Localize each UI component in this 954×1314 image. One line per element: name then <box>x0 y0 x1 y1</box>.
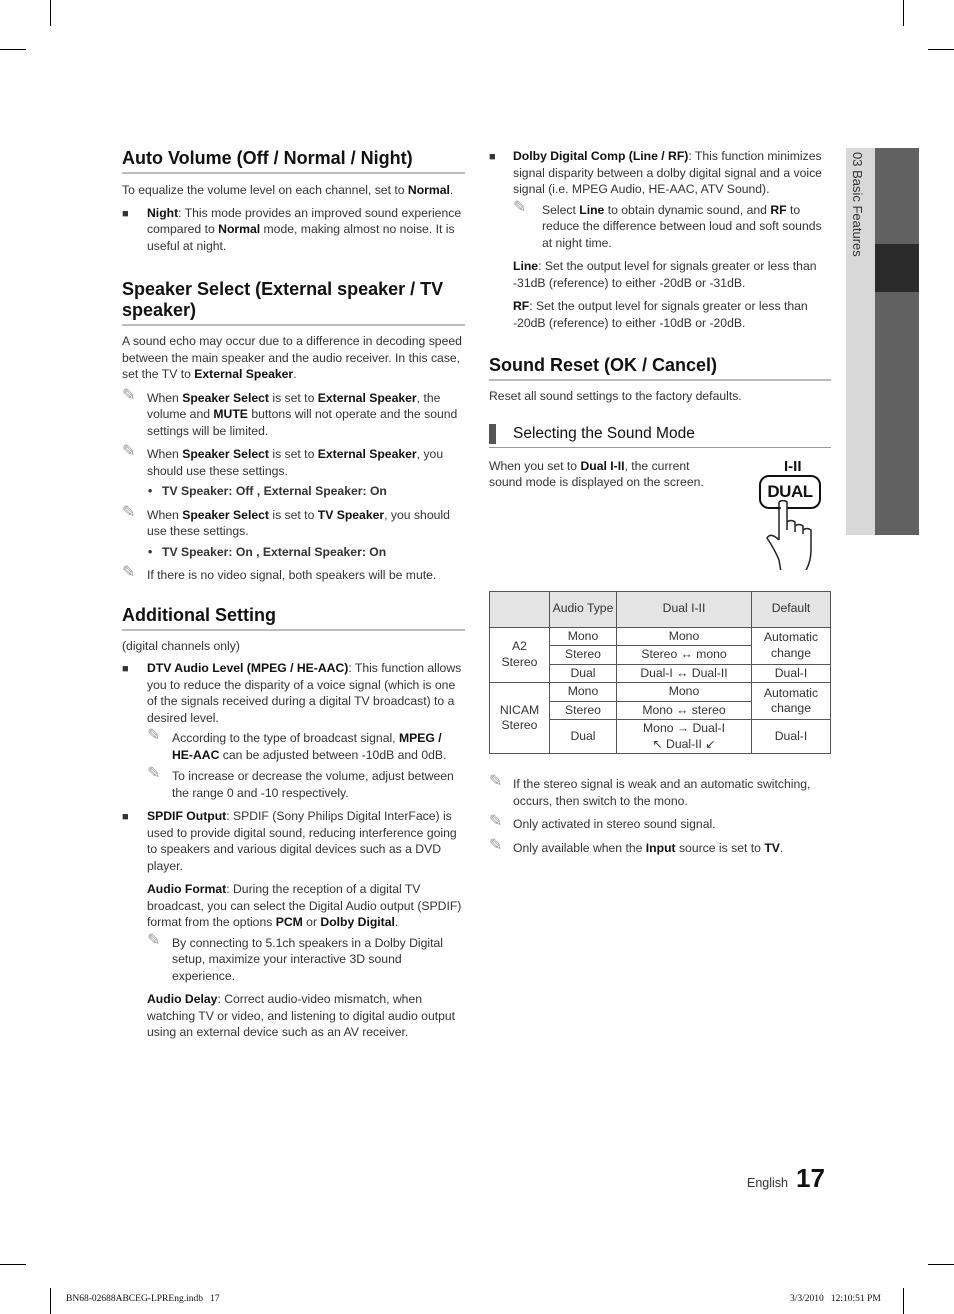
dolby-digital-comp-bullet <box>489 148 831 198</box>
text: to obtain dynamic sound, and <box>604 202 771 217</box>
audio-delay-text <box>147 991 465 1041</box>
table-row <box>490 683 831 702</box>
bold-text: External Speaker <box>317 390 417 405</box>
page-number: 17 <box>796 1163 825 1193</box>
note <box>122 564 465 584</box>
text: : Set the output level for signals greater or less than -20dB (reference) to either -10dB or -20dB. <box>513 299 808 330</box>
line-text <box>513 258 831 291</box>
note-pen-icon: ✎ <box>122 386 136 404</box>
table-cell <box>490 683 550 754</box>
bold-text: TV Speaker <box>317 507 385 522</box>
bold-text: Normal <box>218 222 261 236</box>
bold-text: SPDIF Output <box>147 809 227 823</box>
chapter-label: 03 Basic Features <box>850 152 865 257</box>
crop-mark <box>0 49 26 50</box>
bold-text: Audio Delay <box>147 992 218 1006</box>
text: When <box>147 447 183 461</box>
sound-mode-text <box>489 458 719 491</box>
note <box>122 386 465 440</box>
text: Only available when the <box>513 840 646 855</box>
page-number-area <box>747 1163 825 1194</box>
dual-remote-illustration <box>757 458 827 568</box>
square-bullet-icon: ■ <box>122 663 129 675</box>
table-cell: Dual-I <box>752 664 831 683</box>
sidebar-active-block <box>875 244 919 292</box>
auto-volume-section <box>122 148 465 254</box>
note <box>122 443 465 479</box>
text: To equalize the volume level on each channel, set to <box>122 183 408 197</box>
table-header-row <box>490 591 831 627</box>
sidebar-block <box>875 148 919 244</box>
crop-mark <box>50 1288 51 1314</box>
note <box>147 931 465 985</box>
note-pen-icon: ✎ <box>147 765 161 782</box>
text: : Set the output level for signals greater or less than -31dB (reference) to either -20dB or -31dB. <box>513 259 817 290</box>
table-cell: Stereo <box>550 646 617 665</box>
text: : Correct audio-video mismatch, when watching TV or video, and listening to digital audio output using an external device such as an AV receiver. <box>147 992 456 1039</box>
table-row <box>490 627 831 646</box>
crop-mark <box>903 1288 904 1314</box>
bold-text: Line <box>513 259 539 273</box>
chapter-sidebar <box>846 148 919 535</box>
dolby-details <box>489 198 831 332</box>
note-pen-icon: ✎ <box>147 931 161 949</box>
bold-text: PCM <box>275 915 303 929</box>
pointing-hand-icon <box>757 500 827 570</box>
note-pen-icon: ✎ <box>513 198 527 216</box>
text: . <box>779 840 784 855</box>
text: is set to <box>268 447 318 461</box>
bold-text: MPEG / HE-AAC <box>172 731 442 762</box>
text: . <box>293 367 297 381</box>
text: TV Speaker: Off , External Speaker: On <box>162 484 387 498</box>
dtv-notes <box>122 727 465 801</box>
sound-reset-section <box>489 355 831 405</box>
text: : This mode provides an improved sound experience compared to <box>147 205 462 236</box>
setting-item <box>122 483 465 500</box>
text: can be adjusted between -10dB and 0dB. <box>219 747 447 762</box>
table-cell: Automatic change <box>752 683 831 720</box>
text: TV Speaker: On , External Speaker: On <box>162 544 387 559</box>
additional-setting-section <box>122 605 465 1041</box>
text: , the current sound mode is displayed on the screen. <box>489 458 704 489</box>
dot-icon: • <box>148 484 153 498</box>
note <box>489 836 831 857</box>
table-cell: Mono <box>617 627 752 646</box>
table-cell <box>490 627 550 683</box>
table-cell: Stereo <box>550 701 617 720</box>
cell-line: ↖ Dual-II ↙ <box>652 736 716 751</box>
bold-text: Line <box>579 202 605 217</box>
bold-text: TV <box>764 840 780 855</box>
note-pen-icon: ✎ <box>489 836 503 854</box>
text: is set to <box>268 390 318 405</box>
bold-text: RF <box>513 299 530 313</box>
table-cell: Mono <box>617 683 752 702</box>
table-header-cell: Audio Type <box>550 591 617 627</box>
bold-text: Dolby Digital <box>320 915 395 929</box>
text: : SPDIF (Sony Philips Digital InterFace) is used to provide digital sound, reducing interference going to speakers and various digital devices such as a DVD player. <box>147 809 457 873</box>
text: If the stereo signal is weak and an automatic switching, occurs, then switch to the mono. <box>513 777 811 808</box>
text: buttons will not operate and the sound settings will be limited. <box>147 407 458 438</box>
note-pen-icon: ✎ <box>122 503 136 521</box>
speaker-select-intro <box>122 333 465 383</box>
sidebar-block <box>875 292 919 535</box>
table-cell <box>617 720 752 754</box>
text: : This function allows you to reduce the disparity of a voice signal (which is one of the signals received during a digital TV broadcast) to a desired level. <box>147 661 462 725</box>
additional-intro: (digital channels only) <box>122 638 240 653</box>
crop-mark <box>903 0 904 26</box>
note-pen-icon: ✎ <box>489 773 503 790</box>
table-header-cell: Default <box>752 591 831 627</box>
section-title-additional-setting: Additional Setting <box>122 605 465 631</box>
text: Only activated in stereo sound signal. <box>513 817 716 831</box>
bold-text: RF <box>770 202 787 217</box>
dot-icon: • <box>148 544 153 559</box>
bold-text: External Speaker <box>194 367 294 381</box>
crop-mark <box>928 1264 954 1265</box>
audio-format-text <box>147 881 465 931</box>
table-cell: Stereo ↔ mono <box>617 646 752 665</box>
text: : During the reception of a digital TV broadcast, you can select the Digital Audio output (SPDIF) format from the options <box>147 882 462 929</box>
sound-mode-body <box>489 458 831 588</box>
crop-mark <box>50 0 51 26</box>
bold-text: Dolby Digital Comp (Line / RF) <box>513 149 689 163</box>
table-cell: Dual <box>550 720 617 754</box>
text: or <box>302 915 321 929</box>
text: A sound echo may occur due to a difference in decoding speed between the main speaker and the audio receiver. In this case, set the TV to <box>122 334 462 381</box>
cell-text: A2 Stereo <box>501 639 538 669</box>
note-pen-icon: ✎ <box>489 813 503 830</box>
text: Select <box>542 202 580 217</box>
cell-line: Mono → Dual-I <box>643 721 725 735</box>
footer-timestamp: 3/3/2010 12:10:51 PM <box>790 1294 881 1304</box>
note <box>147 727 465 763</box>
text: source is set to <box>675 840 765 855</box>
bold-text: Normal <box>407 183 450 197</box>
text: According to the type of broadcast signal, <box>172 731 399 745</box>
sound-mode-table <box>489 591 831 755</box>
bold-text: Speaker Select <box>182 447 269 461</box>
subsection-bar <box>489 424 496 444</box>
cell-text: NICAM Stereo <box>499 702 540 732</box>
section-title-auto-volume: Auto Volume (Off / Normal / Night) <box>122 148 465 174</box>
text: , you should use these settings. <box>147 507 450 538</box>
text: When <box>147 390 183 405</box>
table-cell: Mono ↔ stereo <box>617 701 752 720</box>
note-pen-icon: ✎ <box>122 564 136 581</box>
rf-text <box>513 298 831 331</box>
bold-text: External Speaker <box>317 447 417 461</box>
text: to reduce the difference between loud and soft sounds at night time. <box>542 202 822 250</box>
note <box>489 813 831 833</box>
subsection-title-sound-mode: Selecting the Sound Mode <box>513 424 695 442</box>
dual-button-label: DUAL <box>767 481 813 501</box>
table-header-cell <box>490 591 550 627</box>
text: If there is no video signal, both speakers will be mute. <box>147 568 437 582</box>
bold-text: DTV Audio Level (MPEG / HE-AAC) <box>147 661 349 675</box>
note <box>513 198 831 252</box>
audio-format <box>122 881 465 1041</box>
right-column <box>489 148 831 856</box>
note-pen-icon: ✎ <box>122 443 136 460</box>
text: , you should use these settings. <box>147 447 444 478</box>
text: When you set to <box>489 458 581 473</box>
crop-mark <box>928 49 954 50</box>
crop-mark <box>0 1264 26 1265</box>
note <box>147 765 465 801</box>
left-column <box>122 148 465 1041</box>
sound-mode-section <box>489 424 831 588</box>
text: : This function minimizes signal disparity between a dolby digital signal and a voice signal (i.e. MPEG Audio, HE-AAC, ATV Sound). <box>513 149 822 196</box>
text: When <box>147 507 183 522</box>
bold-text: Speaker Select <box>182 507 269 522</box>
bold-text: Dual I-II <box>580 458 625 473</box>
text: . <box>394 915 399 929</box>
spdif-output-bullet <box>122 808 465 874</box>
night-bullet <box>122 205 465 255</box>
table-cell: Dual-I ↔ Dual-II <box>617 664 752 683</box>
bold-text: Input <box>645 840 676 855</box>
table-cell: Mono <box>550 683 617 702</box>
dtv-audio-level-bullet <box>122 660 465 726</box>
note <box>489 773 831 809</box>
note <box>122 503 465 540</box>
footer-file-info: BN68-02688ABCEG-LPREng.indb 17 <box>66 1294 220 1304</box>
sound-reset-text: Reset all sound settings to the factory defaults. <box>489 389 742 403</box>
text: To increase or decrease the volume, adjust between the range 0 and -10 respectively. <box>172 769 454 800</box>
table-cell: Dual-I <box>752 720 831 754</box>
table-header-cell: Dual I-II <box>617 591 752 627</box>
remote-button-top-label: I-II <box>784 457 802 475</box>
note-pen-icon: ✎ <box>147 727 161 744</box>
square-bullet-icon: ■ <box>122 811 129 823</box>
text: . <box>449 183 454 197</box>
table-cell: Mono <box>550 627 617 646</box>
text: is set to <box>268 507 318 522</box>
bold-text: Night <box>147 205 179 220</box>
auto-volume-intro <box>122 182 465 199</box>
bold-text: Speaker Select <box>182 390 269 405</box>
section-title-sound-reset: Sound Reset (OK / Cancel) <box>489 355 831 381</box>
square-bullet-icon: ■ <box>489 151 496 163</box>
subsection-header <box>489 424 831 448</box>
table-cell: Automatic change <box>752 627 831 664</box>
text: , the volume and <box>147 390 441 421</box>
page-language: English <box>747 1176 788 1190</box>
square-bullet-icon: ■ <box>122 207 129 220</box>
bold-text: MUTE <box>213 407 248 421</box>
setting-item <box>122 544 465 561</box>
table-cell: Dual <box>550 664 617 683</box>
section-title-speaker-select: Speaker Select (External speaker / TV speaker) <box>122 279 465 326</box>
text: By connecting to 5.1ch speakers in a Dolby Digital setup, maximize your interactive 3D sound experience. <box>172 935 443 983</box>
bold-text: Audio Format <box>147 882 227 896</box>
text: mode, making almost no noise. It is useful at night. <box>147 222 455 253</box>
bottom-notes <box>489 773 831 856</box>
speaker-select-section <box>122 279 465 584</box>
